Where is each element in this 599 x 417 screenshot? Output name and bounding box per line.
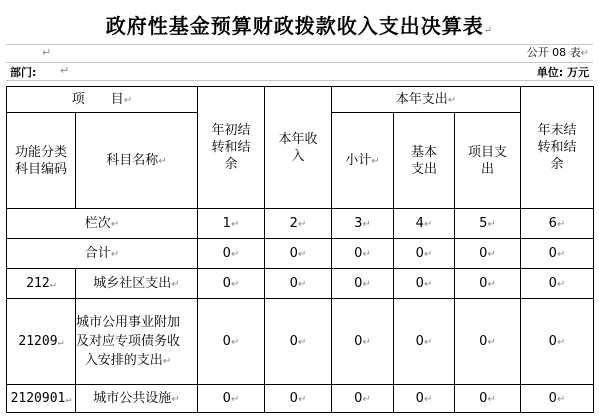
- table-row: [7, 385, 594, 413]
- value-cell: 0↵: [265, 385, 332, 413]
- column-index-cell: 3↵: [332, 209, 394, 239]
- expense-group-header: 本年支出↵: [332, 87, 521, 113]
- value-cell: 0↵: [394, 385, 455, 413]
- item-header: 项 目↵: [7, 87, 198, 113]
- value-cell: 0↵: [455, 239, 521, 269]
- value-cell: 0↵: [265, 269, 332, 299]
- guide-line: [6, 62, 593, 63]
- table-row: [7, 269, 594, 299]
- value-cell: 0↵: [198, 385, 265, 413]
- subject-name-header: 科目名称↵: [76, 113, 198, 209]
- value-cell: 0↵: [455, 299, 521, 385]
- subject-name-cell: 城市公共设施↵: [76, 385, 198, 413]
- total-row: [7, 239, 594, 269]
- value-cell: 0↵: [265, 299, 332, 385]
- value-cell: 0↵: [332, 299, 394, 385]
- column-index-cell: 2↵: [265, 209, 332, 239]
- value-cell: 0↵: [198, 239, 265, 269]
- value-cell: 0↵: [332, 269, 394, 299]
- column-index-row: [7, 209, 594, 239]
- value-cell: 0↵: [265, 239, 332, 269]
- value-cell: 0↵: [521, 299, 594, 385]
- table-row: [7, 299, 594, 385]
- subtotal-header: 小计↵: [332, 113, 394, 209]
- func-code-cell: 21209↵: [7, 299, 76, 385]
- func-code-cell: 212↵: [7, 269, 76, 299]
- table-number: 公开 08 表↵: [526, 46, 589, 59]
- subject-name-cell: 城乡社区支出↵: [76, 269, 198, 299]
- value-cell: 0↵: [332, 239, 394, 269]
- value-cell: 0↵: [198, 299, 265, 385]
- value-cell: 0↵: [394, 269, 455, 299]
- value-cell: 0↵: [332, 385, 394, 413]
- department-label: 部门:: [10, 66, 37, 79]
- unit-label: 单位: 万元: [536, 66, 589, 79]
- value-cell: 0↵: [455, 269, 521, 299]
- column-index-cell: 5↵: [455, 209, 521, 239]
- budget-table: [6, 86, 594, 413]
- value-cell: 0↵: [198, 269, 265, 299]
- basic-expense-header: 基本支出: [394, 113, 455, 209]
- subject-name-cell: 城市公用事业附加及对应专项债务收入安排的支出↵: [76, 299, 198, 385]
- paragraph-mark: ↵: [60, 64, 70, 77]
- value-cell: 0↵: [521, 385, 594, 413]
- value-cell: 0↵: [455, 385, 521, 413]
- value-cell: 0↵: [521, 239, 594, 269]
- func-code-cell: 2120901↵: [7, 385, 76, 413]
- value-cell: 0↵: [394, 299, 455, 385]
- column-index-cell: 1↵: [198, 209, 265, 239]
- income-header: 本年收入: [265, 87, 332, 209]
- header-row: [7, 87, 594, 113]
- func-code-header: 功能分类科目编码: [7, 113, 76, 209]
- guide-line: [6, 44, 593, 45]
- column-index-cell: 6↵: [521, 209, 594, 239]
- paragraph-mark: ↵: [42, 46, 52, 59]
- column-index-cell: 4↵: [394, 209, 455, 239]
- value-cell: 0↵: [394, 239, 455, 269]
- value-cell: 0↵: [521, 269, 594, 299]
- report-title: 政府性基金预算财政拨款收入支出决算表↵: [105, 14, 494, 38]
- begin-balance-header: 年初结转和结余: [198, 87, 265, 209]
- end-balance-header: 年末结转和结余: [521, 87, 594, 209]
- guide-line: [6, 80, 593, 81]
- project-expense-header: 项目支出: [455, 113, 521, 209]
- total-label: 合计↵: [7, 239, 198, 269]
- column-index-label: 栏次↵: [7, 209, 198, 239]
